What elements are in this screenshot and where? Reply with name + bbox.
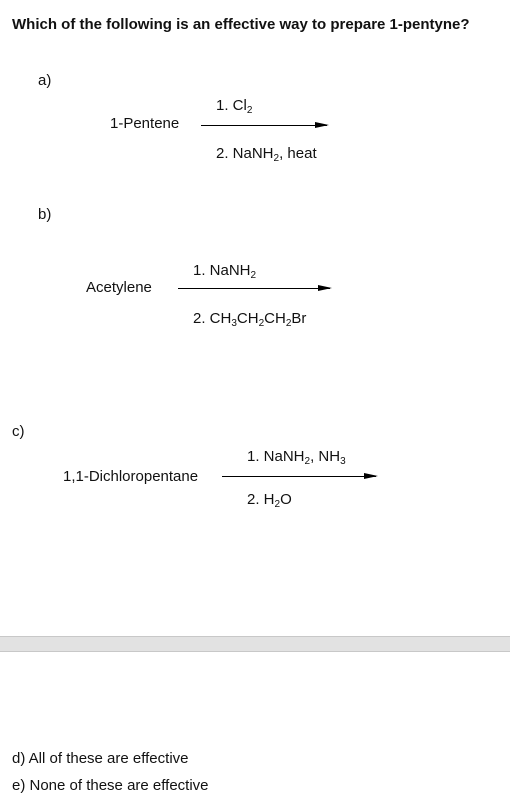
option-c-step1: 1. NaNH$_2$, $NH_3$: [247, 448, 346, 467]
option-a-label: a): [38, 72, 52, 89]
question-text: Which of the following is an effective way to prepare 1-pentyne?: [12, 16, 470, 33]
option-a-step2: 2. NaNH$_2$, heat: [216, 145, 317, 164]
option-a-reactant: 1-Pentene: [110, 115, 180, 132]
option-c-reactant: 1,1-Dichloropentane: [63, 468, 199, 485]
option-b-step2: 2. $CH_3CH_2CH_2Br$: [193, 310, 307, 329]
option-c-label: c): [12, 423, 25, 440]
section-divider: [0, 636, 510, 652]
option-b-label: b): [38, 206, 52, 223]
option-b-reactant: Acetylene: [86, 279, 152, 296]
option-c-step2: 2. $H_2O$: [247, 491, 292, 510]
option-a-step1: 1. $Cl_2$: [216, 97, 253, 116]
option-e-text: e) None of these are effective: [12, 777, 209, 794]
option-d-text: d) All of these are effective: [12, 750, 189, 767]
option-b-step1: 1. NaNH$_2$: [193, 262, 257, 281]
option-a-arrow: [201, 125, 327, 126]
option-c-arrow: [222, 476, 376, 477]
option-b-arrow: [178, 288, 330, 289]
